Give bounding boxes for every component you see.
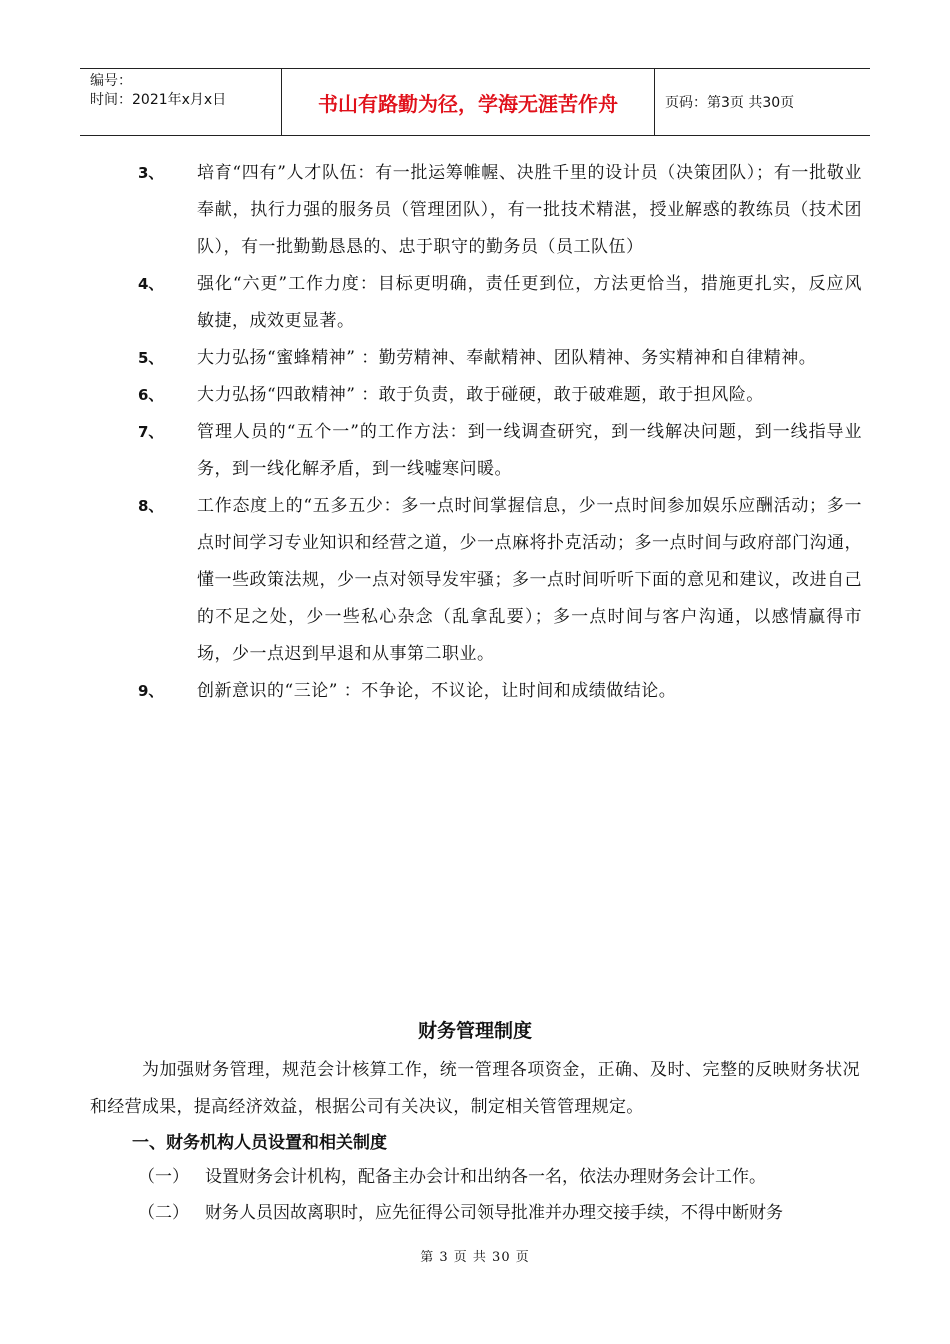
list-item-number: 9、 <box>138 682 164 700</box>
list-item-text: 强化“六更”工作力度：目标更明确，责任更到位，方法更恰当，措施更扎实，反应风敏捷，成效更显著。 <box>197 274 862 331</box>
list-item-text: 培育“四有”人才队伍：有一批运筹帷幄、决胜千里的设计员（决策团队）；有一批敬业奉献，执行力强的服务员（管理团队），有一批技术精湛，授业解惑的教练员（技术团队），有一批勤勤恳恳的、忠于职守的勤务员（员工队伍） <box>197 163 862 257</box>
list-item-number: 3、 <box>138 164 164 182</box>
sub-clause-text: 财务人员因故离职时，应先征得公司领导批准并办理交接手续，不得中断财务 <box>205 1203 783 1223</box>
list-item-text: 管理人员的“五个一”的工作方法：到一线调查研究，到一线解决问题，到一线指导业务，到一线化解矛盾，到一线嘘寒问暖。 <box>197 422 862 479</box>
list-item-number: 5、 <box>138 349 164 367</box>
list-item <box>0 488 950 673</box>
list-item-number: 8、 <box>138 497 164 515</box>
list-item-number: 6、 <box>138 386 164 404</box>
list-item-number: 7、 <box>138 423 164 441</box>
header-motto: 书山有路勤为径，学海无涯苦作舟 <box>282 69 655 135</box>
list-item <box>0 266 950 340</box>
sub-clause-label: （一） <box>138 1167 189 1187</box>
section-heading: 一、财务机构人员设置和相关制度 <box>132 1133 387 1153</box>
section-title: 财务管理制度 <box>417 1020 532 1042</box>
number-label: 编号： <box>90 73 132 89</box>
list-item <box>0 414 950 488</box>
sub-clause-text: 设置财务会计机构，配备主办会计和出纳各一名，依法办理财务会计工作。 <box>205 1167 766 1187</box>
numbered-list <box>0 155 950 710</box>
time-label: 时间：2021年x月x日 <box>90 92 227 108</box>
list-item-text: 工作态度上的“五多五少：多一点时间掌握信息，少一点时间参加娱乐应酬活动；多一点时间学习专业知识和经营之道，少一点麻将扑克活动；多一点时间与政府部门沟通，懂一些政策法规，少一点对领导发牢骚；多一点时间听听下面的意见和建议，改进自己的不足之处，少一些私心杂念（乱拿乱要）；多一点时间与客户沟通，以感情赢得市场，少一点迟到早退和从事第二职业。 <box>197 496 862 664</box>
list-item <box>0 340 950 377</box>
list-item <box>0 155 950 266</box>
list-item-text: 创新意识的“三论” ：不争论，不议论，让时间和成绩做结论。 <box>197 681 677 701</box>
list-item-text: 大力弘扬“蜜蜂精神” ：勤劳精神、奉献精神、团队精神、务实精神和自律精神。 <box>197 348 817 368</box>
intro-paragraph: 为加强财务管理，规范会计核算工作，统一管理各项资金，正确、及时、完整的反映财务状况和经营成果，提高经济效益，根据公司有关决议，制定相关管管理规定。 <box>90 1060 860 1117</box>
list-item-number: 4、 <box>138 275 164 293</box>
header-page-info: 页码：第3页 共30页 <box>665 95 795 111</box>
header-meta-cell <box>80 69 282 135</box>
list-item <box>0 377 950 414</box>
list-item-text: 大力弘扬“四敢精神” ：敢于负责，敢于碰硬，敢于破难题，敢于担风险。 <box>197 385 764 405</box>
list-item <box>0 673 950 710</box>
page-header <box>80 68 870 136</box>
page-footer: 第 3 页 共 30 页 <box>420 1250 530 1265</box>
sub-clause-label: （二） <box>138 1203 189 1223</box>
